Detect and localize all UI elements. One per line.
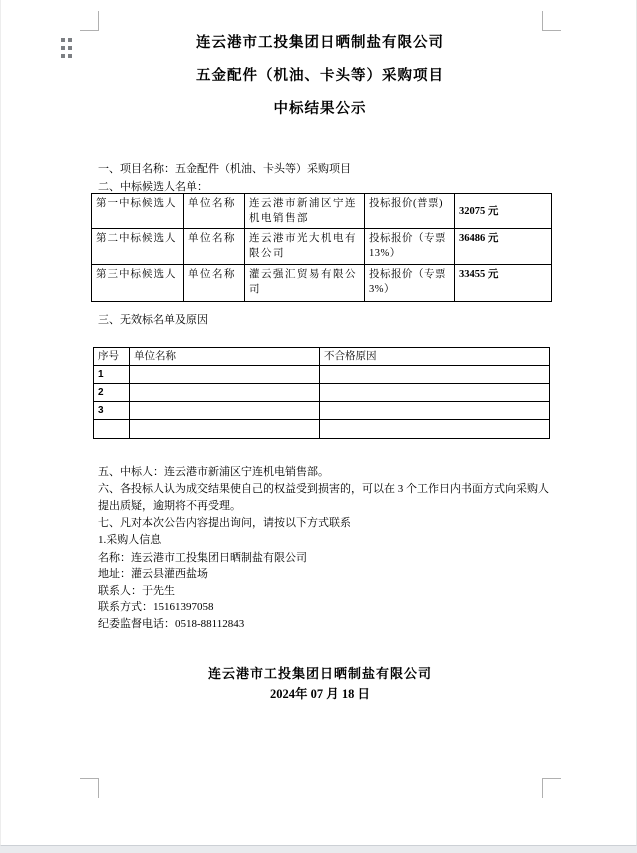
rank-cell: 第一中标候选人 [92,194,184,229]
unit-name-cell [130,366,320,384]
contact-phone-line: 联系方式：15161397058 [98,601,214,613]
table-row [92,229,552,265]
section-3-invalid-bids: 三、无效标名单及原因 [98,314,208,326]
reason-cell [320,384,550,402]
footer-company-signature: 连云港市工投集团日晒制盐有限公司 [207,666,432,681]
document-title [80,27,560,126]
section-6-objection-rule: 六、各投标人认为成交结果使自己的权益受到损害的，可以在 3 个工作日内书面方式向采购人提出质疑，逾期将不再受理。 [98,483,549,512]
handle-dot [61,54,65,58]
price-cell: 33455 元 [455,265,552,302]
table-row [94,402,550,420]
section-1-project-name: 一、项目名称：五金配件（机油、卡头等）采购项目 [98,163,351,175]
handle-dot [68,54,72,58]
invalid-bids-table [93,347,550,439]
header-unit-name: 单位名称 [130,348,320,366]
index-cell [94,420,130,439]
table-row [92,194,552,229]
table-row [92,265,552,302]
supervision-phone-line: 纪委监督电话：0518-88112843 [98,618,245,630]
company-cell: 连云港市新浦区宁连机电销售部 [245,194,365,229]
price-cell: 32075 元 [455,194,552,229]
purchaser-info-heading: 1.采购人信息 [98,534,162,546]
unit-label-cell: 单位名称 [184,194,245,229]
section-5-winner: 五、中标人：连云港市新浦区宁连机电销售部。 [98,466,329,478]
title-line-result: 中标结果公示 [273,101,367,117]
purchaser-name-line: 名称：连云港市工投集团日晒制盐有限公司 [98,552,307,564]
title-line-project: 五金配件（机油、卡头等）采购项目 [196,68,444,84]
section-2-candidate-list: 二、中标候选人名单： [98,181,208,193]
company-cell: 灌云强汇贸易有限公司 [245,265,365,302]
price-label-cell: 投标报价（专票13%） [365,229,455,265]
table-row [94,384,550,402]
unit-name-cell [130,384,320,402]
unit-label-cell: 单位名称 [184,265,245,302]
table-row [94,420,550,439]
rank-cell: 第二中标候选人 [92,229,184,265]
unit-name-cell [130,420,320,439]
crop-mark-bottom-right-icon [542,778,561,798]
company-cell: 连云港市光大机电有限公司 [245,229,365,265]
handle-dot [61,38,65,42]
unit-name-cell [130,402,320,420]
title-line-company: 连云港市工投集团日晒制盐有限公司 [196,35,444,51]
handle-dot [68,38,72,42]
table-header-row [94,348,550,366]
purchaser-address-line: 地址：灌云县灌西盐场 [98,568,208,580]
price-label-cell: 投标报价（专票3%） [365,265,455,302]
reason-cell [320,366,550,384]
reason-cell [320,402,550,420]
index-cell: 2 [94,384,130,402]
reason-cell [320,420,550,439]
footer-date: 2024年 07 月 18 日 [269,687,370,701]
crop-mark-bottom-left-icon [80,778,99,798]
unit-label-cell: 单位名称 [184,229,245,265]
drag-handle-dots-icon[interactable] [61,38,72,58]
section-7-contact-intro: 七、凡对本次公告内容提出询问，请按以下方式联系 [98,517,351,529]
price-cell: 36486 元 [455,229,552,265]
handle-dot [68,46,72,50]
contact-person-line: 联系人：于先生 [98,585,175,597]
header-reason: 不合格原因 [320,348,550,366]
winner-candidates-table [91,193,552,302]
handle-dot [61,46,65,50]
price-label-cell: 投标报价(普票) [365,194,455,229]
table-row [94,366,550,384]
header-index: 序号 [94,348,130,366]
index-cell: 3 [94,402,130,420]
rank-cell: 第三中标候选人 [92,265,184,302]
index-cell: 1 [94,366,130,384]
